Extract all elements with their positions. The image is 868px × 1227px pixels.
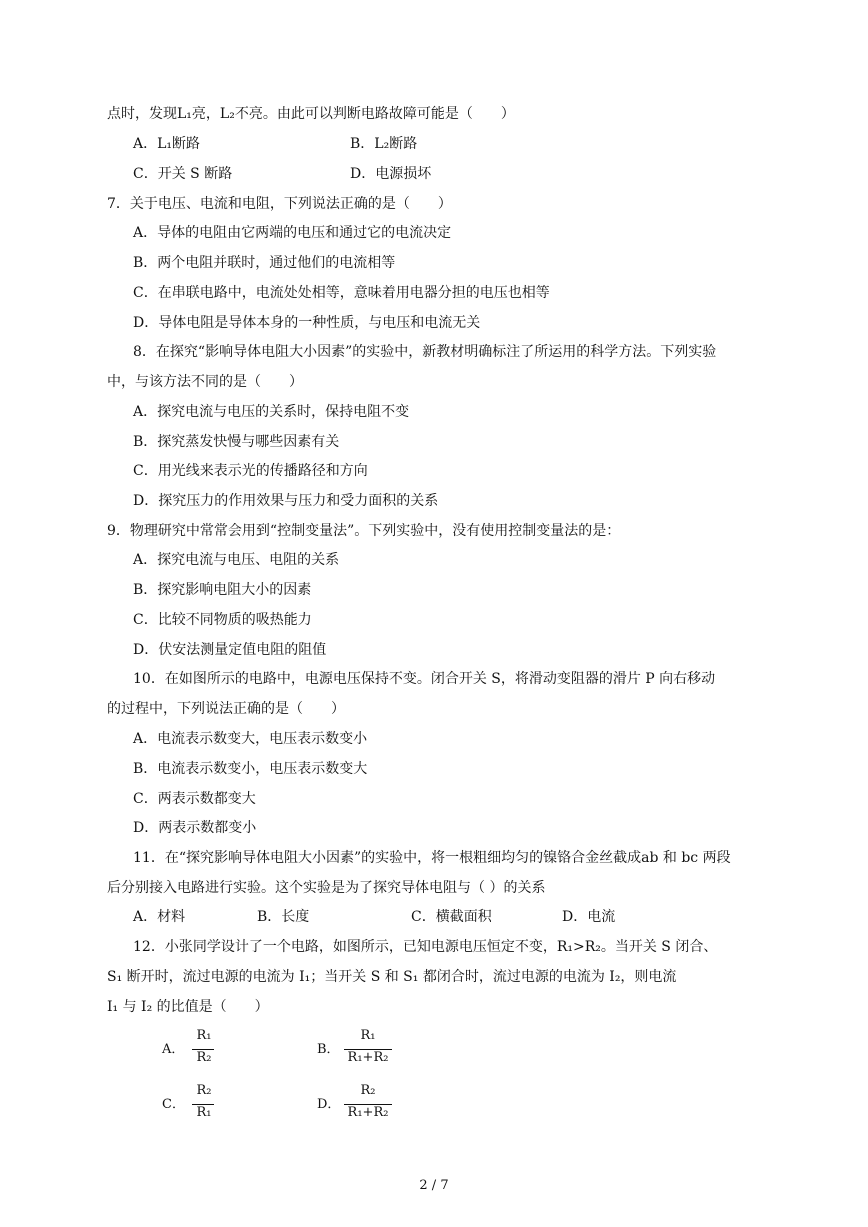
- q12-stem-line2: S₁ 断开时，流过电源的电流为 I₁；当开关 S 和 S₁ 都闭合时，流过电源的电流为 I₂，则电流: [107, 969, 677, 985]
- fraction-numerator: R₂: [196, 1083, 212, 1098]
- option-label: B．: [317, 1042, 340, 1057]
- q11-option-c: C．横截面积: [411, 909, 492, 925]
- q10-option-a: A．电流表示数变大，电压表示数变小: [133, 731, 368, 747]
- fraction-denominator: R₁: [196, 1105, 212, 1120]
- q6-option-b: B．L₂断路: [350, 136, 418, 152]
- q8-option-c: C．用光线来表示光的传播路径和方向: [133, 463, 368, 479]
- fraction-denominator: R₁+R₂: [347, 1105, 389, 1120]
- q6-option-d: D．电源损坏: [350, 166, 432, 182]
- fraction-denominator: R₂: [196, 1050, 212, 1065]
- q10-option-c: C．两表示数都变大: [133, 791, 256, 807]
- q8-stem-line2: 中，与该方法不同的是（ ）: [107, 374, 303, 390]
- q12-stem-line3: I₁ 与 I₂ 的比值是（ ）: [107, 999, 269, 1015]
- fraction-numerator: R₂: [360, 1083, 376, 1098]
- q10-option-d: D．两表示数都变小: [133, 820, 257, 836]
- q6-option-a: A．L₁断路: [133, 136, 201, 152]
- q6-stem-continued: 点时，发现L₁亮，L₂不亮。由此可以判断电路故障可能是（ ）: [107, 106, 515, 122]
- q9-option-b: B．探究影响电阻大小的因素: [133, 582, 312, 598]
- q9-option-d: D．伏安法测量定值电阻的阻值: [133, 642, 327, 658]
- q7-option-b: B．两个电阻并联时，通过他们的电流相等: [133, 255, 396, 271]
- q7-stem: 7．关于电压、电流和电阻，下列说法正确的是（ ）: [107, 196, 452, 212]
- q12-option-a: [162, 1028, 232, 1072]
- option-label: C．: [162, 1097, 185, 1112]
- q12-stem-line1: 12．小张同学设计了一个电路，如图所示，已知电源电压恒定不变，R₁>R₂。当开关 S 闭合、: [133, 939, 718, 955]
- option-label: A．: [162, 1042, 185, 1057]
- q7-option-d: D．导体电阻是导体本身的一种性质，与电压和电流无关: [133, 315, 481, 331]
- fraction-denominator: R₁+R₂: [347, 1050, 389, 1065]
- q7-option-a: A．导体的电阻由它两端的电压和通过它的电流决定: [133, 225, 452, 241]
- q12-option-d: [317, 1083, 407, 1127]
- q11-option-b: B．长度: [257, 909, 310, 925]
- q11-option-d: D．电流: [562, 909, 616, 925]
- q10-option-b: B．电流表示数变小，电压表示数变大: [133, 761, 368, 777]
- q12-option-b: [317, 1028, 407, 1072]
- q10-stem-line1: 10．在如图所示的电路中，电源电压保持不变。闭合开关 S，将滑动变阻器的滑片 P 向右移动: [133, 671, 716, 687]
- fraction-numerator: R₁: [196, 1028, 212, 1043]
- fraction-numerator: R₁: [360, 1028, 376, 1043]
- q8-option-d: D．探究压力的作用效果与压力和受力面积的关系: [133, 493, 439, 509]
- page-number: 2 / 7: [419, 1178, 449, 1193]
- q11-stem-line1: 11．在“探究影响导体电阻大小因素”的实验中，将一根粗细均匀的镍铬合金丝截成ab 和 bc 两段: [133, 850, 731, 866]
- q9-stem: 9．物理研究中常常会用到“控制变量法”。下列实验中，没有使用控制变量法的是：: [107, 523, 621, 539]
- q11-option-a: A．材料: [133, 909, 186, 925]
- q7-option-c: C．在串联电路中，电流处处相等，意味着用电器分担的电压也相等: [133, 285, 550, 301]
- q8-stem-line1: 8．在探究“影响导体电阻大小因素”的实验中，新教材明确标注了所运用的科学方法。下列实验: [133, 344, 717, 360]
- q8-option-a: A．探究电流与电压的关系时，保持电阻不变: [133, 404, 410, 420]
- q8-option-b: B．探究蒸发快慢与哪些因素有关: [133, 434, 340, 450]
- q9-option-a: A．探究电流与电压、电阻的关系: [133, 552, 340, 568]
- q10-stem-line2: 的过程中，下列说法正确的是（ ）: [107, 701, 345, 717]
- q12-option-c: [162, 1083, 232, 1127]
- option-label: D．: [317, 1097, 341, 1112]
- q9-option-c: C．比较不同物质的吸热能力: [133, 612, 312, 628]
- q11-stem-line2: 后分别接入电路进行实验。这个实验是为了探究导体电阻与（ ）的关系: [107, 880, 546, 896]
- q6-option-c: C．开关 S 断路: [133, 166, 233, 182]
